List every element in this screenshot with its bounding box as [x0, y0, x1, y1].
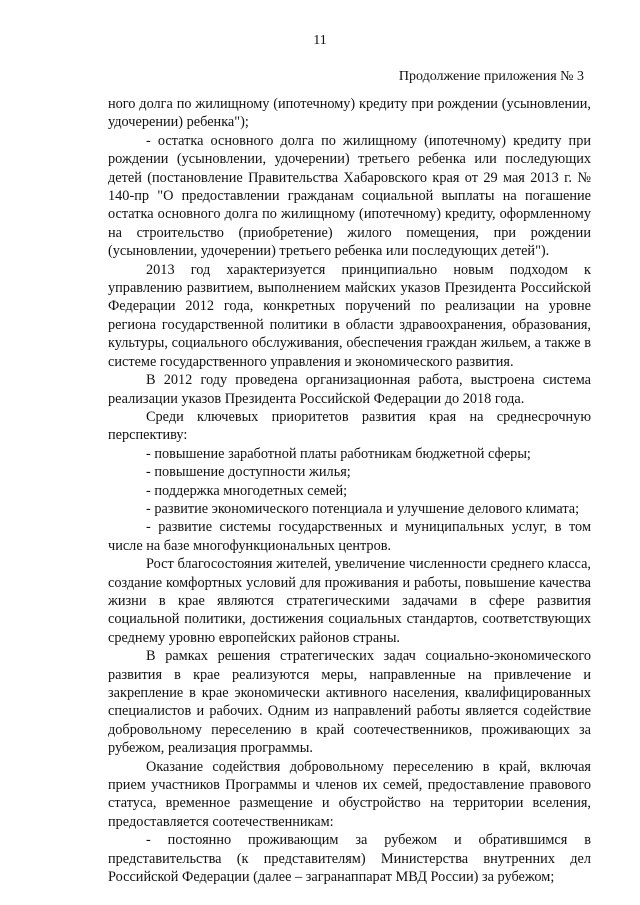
priority-item-services: - развитие системы государственных и муниципальных услуг, в том числе на базе многофункциональных центров. [108, 519, 591, 554]
priority-item-economy: - развитие экономического потенциала и улучшение делового климата; [146, 500, 580, 517]
priority-item-salary: - повышение заработной платы работникам бюджетной сферы; [146, 445, 531, 462]
paragraph-2012-organization: В 2012 году проведена организационная работа, выстроена система реализации указов Президента Российской Федерации до 2018 года. [108, 372, 591, 407]
paragraph-continuation: ного долга по жилищному (ипотечному) кредиту при рождении (усыновлении, удочерении) ребенка"); [108, 96, 591, 131]
appendix-continuation-note: Продолжение приложения № 3 [398, 69, 584, 84]
paragraph-priorities-intro: Среди ключевых приоритетов развития края на среднесрочную перспективу: [108, 408, 591, 444]
paragraph-compatriots-abroad: - постоянно проживающим за рубежом и обратившимся в представительства (к представителям) Министерства внутренних дел Российской Федерации (далее – загранаппарат МВД России) за рубежом; [108, 832, 591, 886]
priority-item-housing: - повышение доступности жилья; [146, 464, 351, 481]
document-body [108, 95, 591, 886]
paragraph-strategic-measures: В рамках решения стратегических задач социально-экономического развития в крае реализуются меры, направленные на привлечение и закрепление в крае экономически активного населения, квалифицированных специалистов и рабочих. Одним из направлений работы является содействие добровольному переселению в край соотечественников, проживающих за рубежом, реализация программы. [108, 648, 591, 757]
page-number: 11 [313, 33, 327, 48]
paragraph-2013-approach: 2013 год характеризуется принципиально новым подходом к управлению развитием, выполнением майских указов Президента Российской Федерации 2012 года, конкретных поручений по реализации на уровне региона государственной политики в области здравоохранения, образования, культуры, социального обслуживания, обеспечения граждан жильем, а также в системе государственного управления и экономического развития. [108, 261, 591, 370]
paragraph-resettlement-assistance: Оказание содействия добровольному переселению в край, включая прием участников Программы и членов их семей, предоставление правового статуса, временное размещение и обустройство на территории вселения, предоставляется соотечественникам: [108, 758, 591, 830]
paragraph-welfare-growth: Рост благосостояния жителей, увеличение численности среднего класса, создание комфортных условий для проживания и работы, повышение качества жизни в крае являются стратегическими задачами в сфере развития социальной политики, достижения социальных стандартов, соответствующих среднему уровню европейских районов страны. [108, 556, 591, 646]
paragraph-mortgage-third-child: - остатка основного долга по жилищному (ипотечному) кредиту при рождении (усыновлении, удочерении) третьего ребенка или последующих детей (постановление Правительства Хабаровского края от 29 мая 2013 г. № 140-пр "О предоставлении гражданам социальной выплаты на погашение остатка основного долга по жилищному (ипотечному) кредиту, оформленному на строительство (приобретение) жилого помещения, при рождении (усыновлении, удочерении) третьего ребенка или последующих детей"). [108, 132, 591, 260]
priority-item-large-families: - поддержка многодетных семей; [146, 482, 348, 499]
